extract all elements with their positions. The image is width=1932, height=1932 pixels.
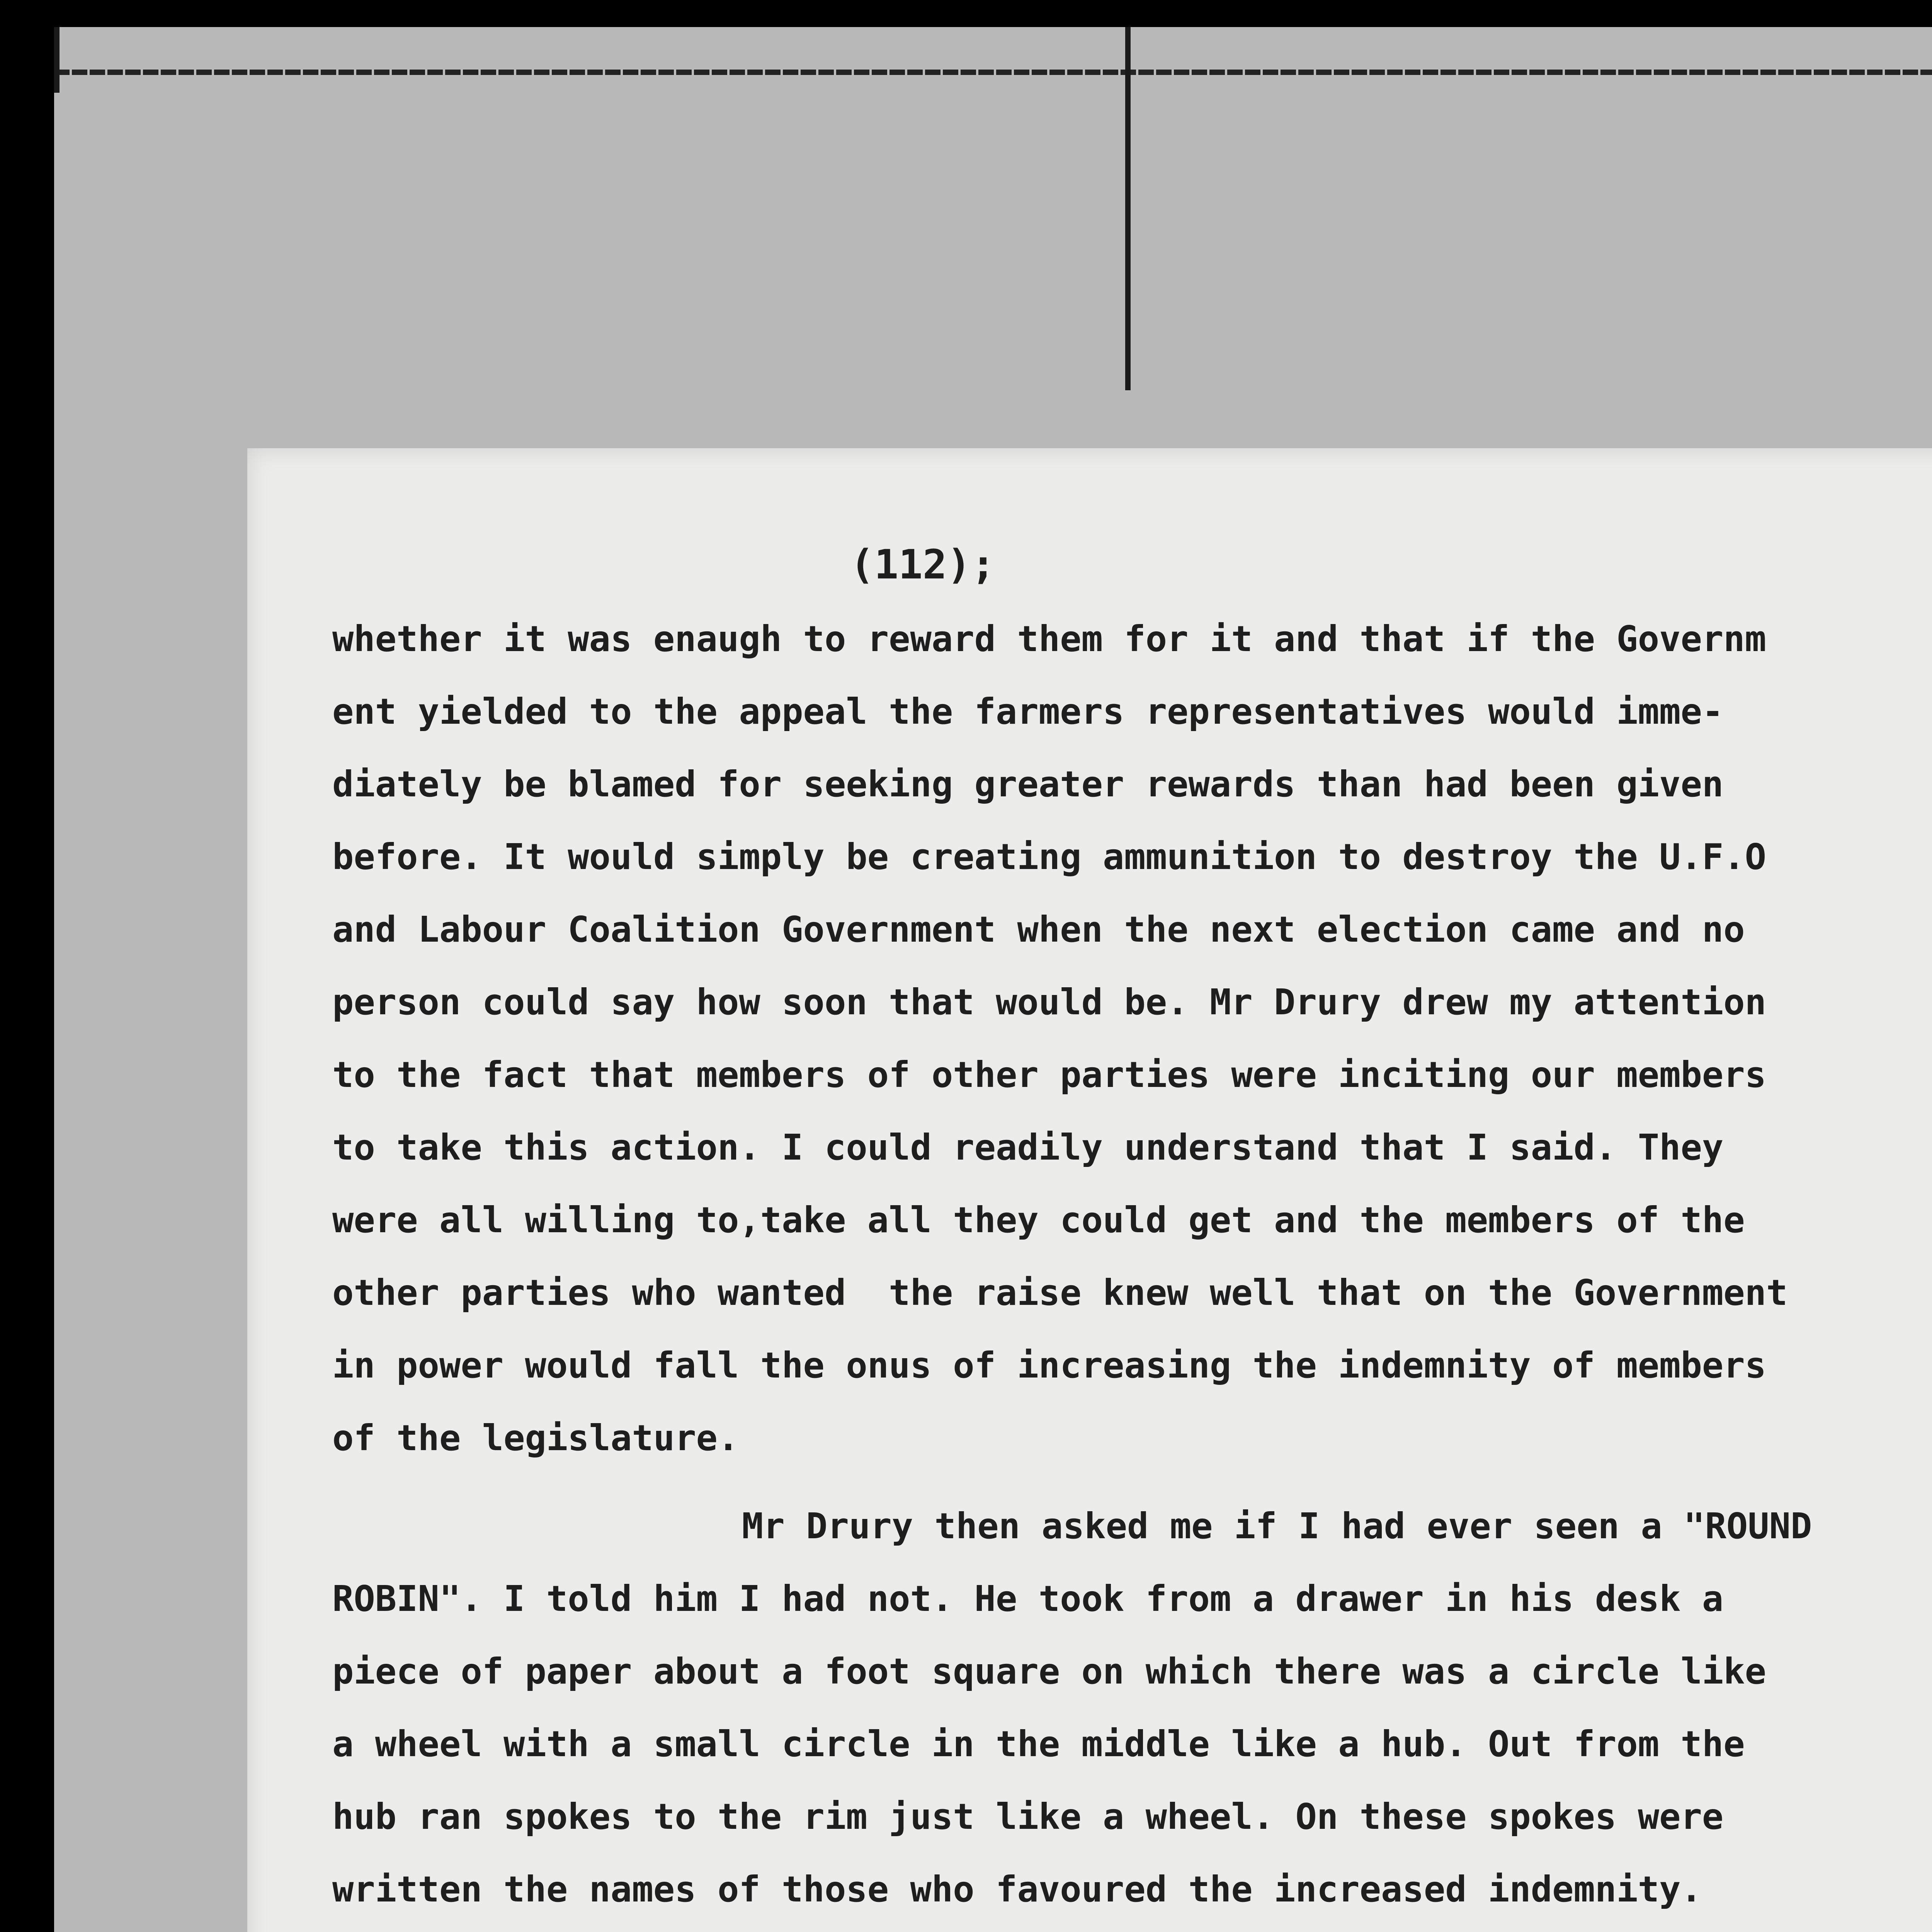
text-line: ent yielded to the appeal the farmers representatives would imme- [332,691,1724,732]
paragraph-gap [332,1475,1917,1490]
text-line: Mr Drury then asked me if I had ever seen a "ROUND [742,1505,1812,1547]
text-line: piece of paper about a foot square on which there was a circle like [332,1651,1767,1692]
film-edge-rule [54,70,1932,75]
center-divider-line [1125,27,1131,390]
text-line [332,1926,1917,1932]
text-line: and Labour Coalition Government when the next election came and no [332,909,1745,950]
text-line: of the legislature. [332,1417,739,1459]
text-line: whether it was enaugh to reward them for it and that if the Governm [332,618,1767,660]
text-line: to the fact that members of other parties were inciting our members [332,1054,1767,1095]
text-line: were all willing to,take all they could get and the members of the [332,1199,1745,1241]
text-line: other parties who wanted the raise knew well that on the Government [332,1272,1788,1313]
text-line: hub ran spokes to the rim just like a wheel. On these spokes were [332,1796,1724,1837]
page-number: (112); [850,541,995,588]
text-line: ROBIN". I told him I had not. He took from a drawer in his desk a [332,1578,1724,1619]
text-line: to take this action. I could readily understand that I said. They [332,1127,1724,1168]
text-line: person could say how soon that would be. Mr Drury drew my attention [332,981,1767,1023]
text-line: written the names of those who favoured the increased indemnity. [332,1869,1702,1910]
text-line: a wheel with a small circle in the middle like a hub. Out from the [332,1723,1745,1765]
left-corner-mark [54,27,60,93]
text-line: in power would fall the onus of increasing the indemnity of members [332,1345,1767,1386]
text-line: before. It would simply be creating ammunition to destroy the U.F.O [332,836,1767,878]
typed-body [332,603,1917,1932]
text-line: diately be blamed for seeking greater rewards than had been given [332,764,1724,805]
